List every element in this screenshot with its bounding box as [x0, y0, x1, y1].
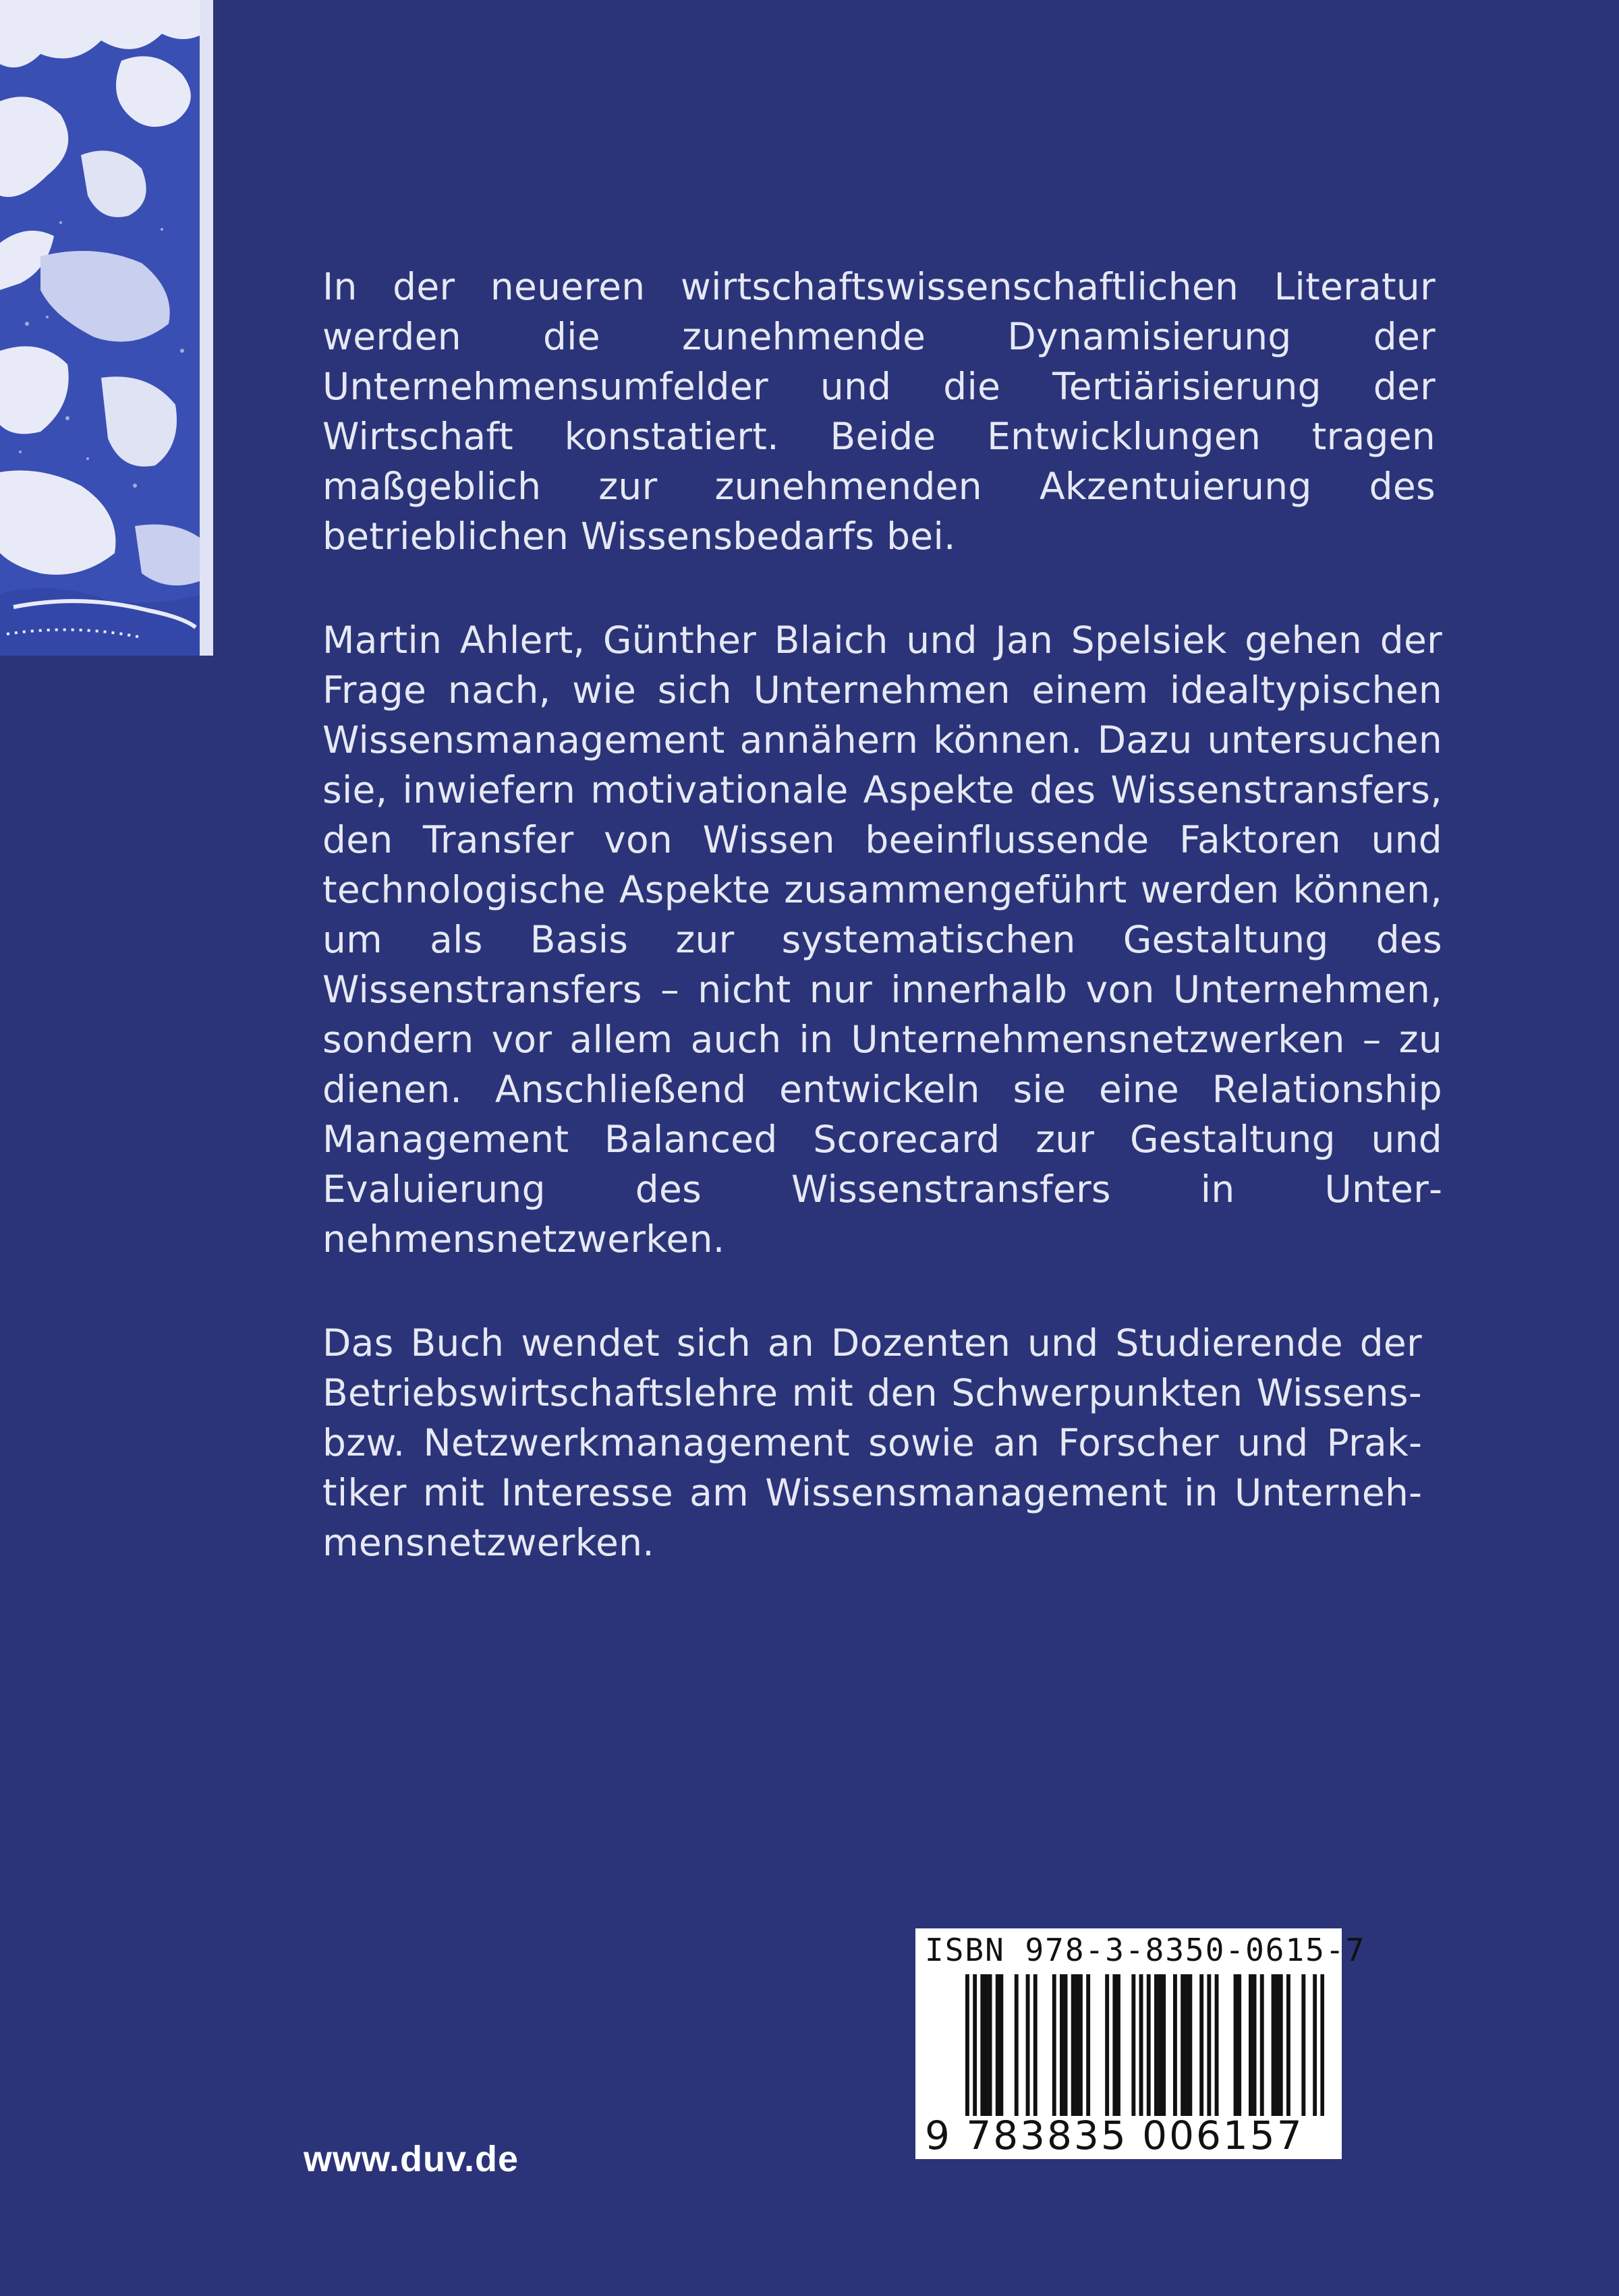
barcode-bar [1301, 1974, 1305, 2116]
barcode-bar [1071, 1974, 1075, 2116]
barcode-bar [996, 1974, 1000, 2116]
barcode-bar [1116, 1974, 1120, 2116]
barcode-bar [1249, 1974, 1253, 2116]
barcode-bar [1275, 1974, 1279, 2116]
barcode-bar [1234, 1974, 1238, 2116]
barcode-bar [1060, 1974, 1064, 2116]
barcode-bar [1279, 1974, 1283, 2116]
barcode-bar [1215, 1974, 1219, 2116]
barcode-bar [1313, 1974, 1317, 2116]
barcode-bar [1188, 1974, 1192, 2116]
barcode-bar [1162, 1974, 1166, 2116]
barcode-bar [1075, 1974, 1079, 2116]
barcode-bar [1154, 1974, 1158, 2116]
barcode-bar [1026, 1974, 1030, 2116]
barcode-bar [1173, 1974, 1177, 2116]
barcode-bar [1079, 1974, 1083, 2116]
ean-digits: 9 783835 006157 [925, 2113, 1304, 2158]
barcode-bar [1052, 1974, 1056, 2116]
globe-map-icon [0, 0, 213, 656]
blurb-paragraph-3: Das Buch wendet sich an Dozenten und Studierende der Betriebswirtschaftslehre mit den Schwerpunkten Wissens- bzw. Netzwerkmanagement sowie an Forscher und Praktiker mit Interesse am Wissensmanagement in Unternehmensnetzwerken. [322, 1321, 1422, 1564]
barcode-bar [1112, 1974, 1116, 2116]
barcode-icon [965, 1974, 1324, 2116]
barcode-bar [1147, 1974, 1151, 2116]
barcode-bar [1086, 1974, 1090, 2116]
barcode-bar [1253, 1974, 1257, 2116]
barcode-bar [1320, 1974, 1324, 2116]
barcode-bar [965, 1974, 969, 2116]
blurb-paragraph-2: Martin Ahlert, Günther Blaich und Jan Spelsiek gehen der Frage nach, wie sich Unternehmen einem idealtypischen Wissensmanagement annähern können. Dazu untersuchen sie, inwiefern motivationale Aspekte des Wissenstransfers, den Transfer von Wissen beeinflussende Faktoren und technologische Aspekte zusammengeführt werden können, um als Basis zur systematischen Gestaltung des Wissenstransfers – nicht nur innerhalb von Unternehmen, sondern vor allem auch in Unternehmensnetzwerken – zu dienen. Anschließend entwickeln sie eine Relationship Management Balanced Scorecard zur Gestaltung und Evaluierung des Wissenstransfers in Unternehmensnetzwerken. [322, 619, 1442, 1261]
barcode-bar [1185, 1974, 1189, 2116]
barcode-bar [1199, 1974, 1203, 2116]
barcode-bar [1272, 1974, 1276, 2116]
barcode-bar [980, 1974, 984, 2116]
barcode-block [915, 1928, 1366, 2159]
barcode-bar [1105, 1974, 1109, 2116]
barcode-bar [1286, 1974, 1290, 2116]
barcode-bar [1207, 1974, 1211, 2116]
barcode-bar [1158, 1974, 1162, 2116]
publisher-website: www.duv.de [304, 2139, 519, 2179]
barcode-bar [1131, 1974, 1135, 2116]
blurb-text [322, 262, 1442, 1621]
barcode-bar [1064, 1974, 1068, 2116]
barcode-bar [973, 1974, 977, 2116]
barcode-bar [1260, 1974, 1264, 2116]
blurb-paragraph-1: In der neueren wirtschaftswissenschaftlichen Literatur werden die zunehmende Dynamisierung der Unternehmensumfelder und die Tertiärisierung der Wirtschaft konstatiert. Beide Entwicklungen tragen maßgeblich zur zunehmenden Akzentuierung des betrieblichen Wissensbedarfs bei. [322, 265, 1436, 558]
barcode-bar [1015, 1974, 1019, 2116]
barcode-bar [1181, 1974, 1185, 2116]
barcode-bar [988, 1974, 992, 2116]
barcode-bar [1237, 1974, 1241, 2116]
barcode-bar [999, 1974, 1003, 2116]
barcode-bar [984, 1974, 988, 2116]
barcode-bar [1033, 1974, 1038, 2116]
barcode-bar [1139, 1974, 1143, 2116]
isbn-label: ISBN 978-3-8350-0615-7 [925, 1932, 1366, 1968]
